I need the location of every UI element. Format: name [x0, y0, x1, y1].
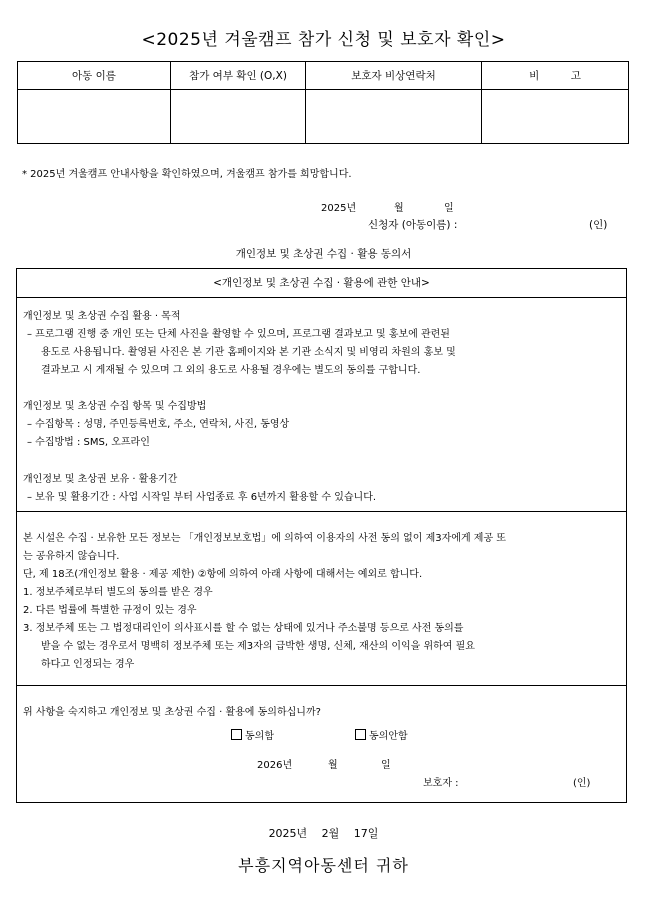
cell-child-name[interactable] — [18, 90, 171, 144]
cell-participation[interactable] — [171, 90, 306, 144]
provision-item: 3. 정보주체 또는 그 법정대리인이 의사표시를 할 수 없는 상태에 있거나 주소불명 등으로 사전 동의를 — [23, 623, 464, 634]
provision-item: 하다고 인정되는 경우 — [41, 659, 135, 670]
box-header: <개인정보 및 초상권 수집 · 활용에 관한 안내> — [213, 277, 430, 289]
header-participation: 참가 여부 확인 (O,X) — [171, 62, 306, 90]
header-child-name: 아동 이름 — [18, 62, 171, 90]
apply-month: 월 — [394, 203, 404, 214]
header-guardian-contact: 보호자 비상연락처 — [306, 62, 482, 90]
agree-label: 동의함 — [245, 731, 274, 742]
consent-question: 위 사항을 숙지하고 개인정보 및 초상권 수집 · 활용에 동의하십니까? — [23, 707, 321, 718]
footer-date: 2025년 2월 17일 — [268, 827, 379, 840]
agree-option[interactable] — [231, 727, 274, 742]
guardian-label: 보호자 : — [423, 778, 459, 789]
divider — [17, 297, 626, 298]
provision-item: 1. 정보주체로부터 별도의 동의를 받은 경우 — [23, 587, 213, 598]
section-purpose-title: 개인정보 및 초상권 수집 활용 · 목적 — [23, 311, 181, 322]
section-items-title: 개인정보 및 초상권 수집 항목 및 수집방법 — [23, 401, 207, 412]
table-header-row — [18, 62, 629, 90]
applicant-label: 신청자 (아동이름) : — [368, 219, 458, 231]
addressee: 부흥지역아동센터 귀하 — [238, 856, 409, 875]
section-purpose-line: 결과보고 시 게재될 수 있으며 그 외의 용도로 사용될 경우에는 별도의 동의를 구합니다. — [41, 365, 421, 376]
disagree-label: 동의안함 — [369, 731, 408, 742]
cell-guardian-contact[interactable] — [306, 90, 482, 144]
disagree-checkbox[interactable] — [355, 729, 366, 740]
apply-day: 일 — [444, 203, 454, 214]
provision-item: 2. 다른 법률에 특별한 규정이 있는 경우 — [23, 605, 197, 616]
table-row — [18, 90, 629, 144]
consent-year: 2026년 — [257, 760, 293, 771]
applicant-seal: (인) — [589, 219, 608, 231]
application-table — [17, 61, 629, 144]
divider — [17, 685, 626, 686]
divider — [17, 511, 626, 512]
section-period-line: – 보유 및 활용기간 : 사업 시작일 부터 사업종료 후 6년까지 활용할 수 있습니다. — [27, 492, 377, 503]
consent-day: 일 — [381, 760, 391, 771]
confirmation-note: * 2025년 겨울캠프 안내사항을 확인하였으며, 겨울캠프 참가를 희망합니다. — [22, 169, 352, 180]
section-items-line: – 수집항목 : 성명, 주민등록번호, 주소, 연락처, 사진, 동영상 — [27, 419, 290, 430]
guardian-seal: (인) — [573, 778, 591, 789]
disagree-option[interactable] — [355, 727, 408, 742]
consent-title: 개인정보 및 초상권 수집 · 활용 동의서 — [235, 248, 412, 260]
consent-box — [16, 268, 627, 803]
section-purpose-line: – 프로그램 진행 중 개인 또는 단체 사진을 촬영할 수 있으며, 프로그램 결과보고 및 홍보에 관련된 — [27, 329, 450, 340]
page-title: <2025년 겨울캠프 참가 신청 및 보호자 확인> — [141, 30, 506, 50]
agree-checkbox[interactable] — [231, 729, 242, 740]
section-items-line: – 수집방법 : SMS, 오프라인 — [27, 437, 150, 448]
provision-paragraph: 단, 제 18조(개인정보 활용 · 제공 제한) ②항에 의하여 아래 사항에 대해서는 예외로 합니다. — [23, 569, 423, 580]
provision-paragraph: 본 시설은 수집 · 보유한 모든 정보는 「개인정보보호법」에 의하여 이용자의 사전 동의 없이 제3자에게 제공 또 — [23, 533, 506, 544]
section-period-title: 개인정보 및 초상권 보유 · 활용기간 — [23, 474, 178, 485]
apply-year: 2025년 — [321, 203, 357, 214]
header-remarks: 비 고 — [482, 62, 629, 90]
provision-paragraph: 는 공유하지 않습니다. — [23, 551, 120, 562]
provision-item: 받을 수 없는 경우로서 명백히 정보주체 또는 제3자의 급박한 생명, 신체, 재산의 이익을 위하여 필요 — [41, 641, 475, 652]
consent-month: 월 — [328, 760, 338, 771]
section-purpose-line: 용도로 사용됩니다. 촬영된 사진은 본 기관 홈페이지와 본 기관 소식지 및 비영리 차원의 홍보 및 — [41, 347, 456, 358]
cell-remarks[interactable] — [482, 90, 629, 144]
